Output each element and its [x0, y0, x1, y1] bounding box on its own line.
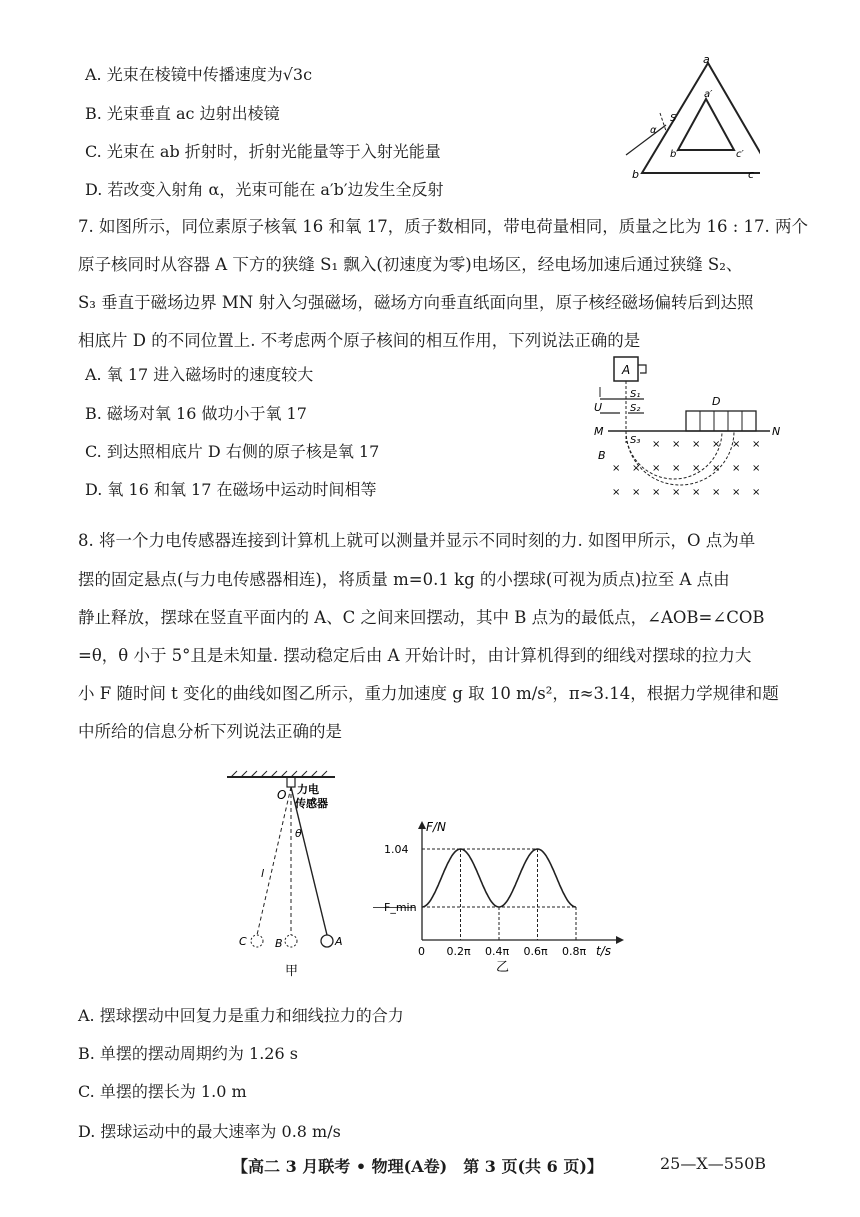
- label-a: a: [703, 55, 710, 66]
- y-tick-label: F_min: [384, 901, 417, 914]
- field-x-mark: ×: [692, 463, 701, 474]
- q7-line-2: 原子核同时从容器 A 下方的狭缝 S₁ 飘入(初速度为零)电场区，经电场加速后通过狭缝 S₂、: [78, 255, 743, 274]
- force-time-chart: [360, 815, 630, 985]
- x-tick-label: 0.2π: [446, 945, 471, 958]
- label-b: b: [632, 168, 639, 181]
- string-c: [257, 787, 291, 935]
- label-s1: S₁: [630, 389, 641, 400]
- field-x-mark: ×: [712, 487, 721, 498]
- field-x-mark: ×: [732, 439, 741, 450]
- label-b-field: B: [598, 449, 606, 462]
- label-a-prime: a′: [704, 89, 713, 100]
- film-d: [686, 411, 756, 431]
- q8-line-2: 摆的固定悬点(与力电传感器相连)，将质量 m=0.1 kg 的小摆球(可视为质点)拉至 A 点由: [78, 570, 730, 589]
- y-axis-label: F/N: [426, 820, 446, 834]
- field-x-mark: ×: [652, 487, 661, 498]
- field-x-mark: ×: [692, 487, 701, 498]
- label-theta: θ: [295, 827, 302, 840]
- label-b-prime: b′: [670, 149, 679, 160]
- mass-spectrometer-figure: [590, 355, 790, 503]
- q7-line-3: S₃ 垂直于磁场边界 MN 射入匀强磁场，磁场方向垂直纸面向里，原子核经磁场偏转后到达照: [78, 293, 754, 312]
- q6-option-b: B. 光束垂直 ac 边射出棱镜: [85, 104, 280, 123]
- q7-option-d: D. 氧 16 和氧 17 在磁场中运动时间相等: [85, 480, 377, 499]
- field-x-mark: ×: [612, 463, 621, 474]
- q7-line-1: 7. 如图所示，同位素原子核氧 16 和氧 17，质子数相同，带电荷量相同，质量之比为 16 : 17. 两个: [78, 217, 808, 236]
- x-axis-arrow: [616, 936, 624, 944]
- q8-line-5: 小 F 随时间 t 变化的曲线如图乙所示，重力加速度 g 取 10 m/s²，π≈3.14，根据力学规律和题: [78, 684, 779, 703]
- field-x-mark: ×: [712, 439, 721, 450]
- sensor-box: [287, 777, 295, 787]
- label-b: B: [275, 937, 283, 950]
- label-s: S: [670, 113, 677, 124]
- q8-line-1: 8. 将一个力电传感器连接到计算机上就可以测量并显示不同时刻的力. 如图甲所示，O 点为单: [78, 531, 756, 550]
- q6-option-a: A. 光束在棱镜中传播速度为√3c: [85, 65, 313, 84]
- field-x-mark: ×: [672, 487, 681, 498]
- chart-marks: [384, 843, 586, 958]
- label-sensor-1: 力电: [297, 783, 319, 796]
- incident-ray: [626, 125, 666, 155]
- field-x-mark: ×: [692, 439, 701, 450]
- inner-triangle: [678, 99, 734, 150]
- q7-line-4: 相底片 D 的不同位置上. 不考虑两个原子核间的相互作用，下列说法正确的是: [78, 331, 641, 350]
- x-tick-label: 0: [418, 945, 425, 958]
- q7-option-b: B. 磁场对氧 16 做功小于氧 17: [85, 404, 307, 423]
- label-c-prime: c′: [736, 149, 744, 160]
- prism-figure: [620, 55, 760, 185]
- field-x-mark: ×: [612, 487, 621, 498]
- pendulum-figure: [225, 765, 365, 985]
- label-m: M: [594, 425, 604, 438]
- field-x-mark: ×: [652, 463, 661, 474]
- field-x-mark: ×: [752, 439, 761, 450]
- label-s3: S₃: [630, 435, 641, 446]
- q8-line-3: 静止释放，摆球在竖直平面内的 A、C 之间来回摆动，其中 B 点为的最低点，∠AOB=∠COB: [78, 608, 765, 627]
- field-x-mark: ×: [712, 463, 721, 474]
- label-sensor-2: 传感器: [295, 797, 328, 810]
- q7-option-c: C. 到达照相底片 D 右侧的原子核是氧 17: [85, 442, 380, 461]
- ball-b: [285, 935, 297, 947]
- q8-line-6: 中所给的信息分析下列说法正确的是: [78, 722, 342, 741]
- field-x-mark: ×: [732, 463, 741, 474]
- field-x-mark: ×: [672, 463, 681, 474]
- field-x-mark: ×: [732, 487, 741, 498]
- ball-a: [321, 935, 333, 947]
- label-o: O: [277, 788, 287, 802]
- q6-option-c: C. 光束在 ab 折射时，折射光能量等于入射光能量: [85, 142, 441, 161]
- y-tick-label: 1.04: [384, 843, 409, 856]
- y-axis-arrow: [418, 821, 426, 829]
- label-a: A: [335, 935, 343, 948]
- label-alpha: α: [650, 125, 657, 136]
- label-c: c: [748, 168, 755, 181]
- q8-option-c: C. 单摆的摆长为 1.0 m: [78, 1082, 247, 1101]
- label-d: D: [712, 395, 721, 408]
- magnetic-field-marks: [612, 439, 760, 498]
- q8-option-a: A. 摆球摆动中回复力是重力和细线拉力的合力: [78, 1006, 404, 1025]
- label-n: N: [772, 425, 781, 438]
- caption-yi: 乙: [496, 960, 510, 975]
- q6-option-d: D. 若改变入射角 α，光束可能在 a′b′边发生全反射: [85, 180, 444, 199]
- q8-line-4: =θ，θ 小于 5°且是未知量. 摆动稳定后由 A 开始计时，由计算机得到的细线对摆球的拉力大: [78, 646, 752, 665]
- x-tick-label: 0.6π: [523, 945, 548, 958]
- label-c: C: [239, 935, 247, 948]
- x-tick-label: 0.8π: [562, 945, 587, 958]
- q8-option-d: D. 摆球运动中的最大速率为 0.8 m/s: [78, 1122, 341, 1141]
- footer-code: 25—X—550B: [660, 1154, 767, 1173]
- field-x-mark: ×: [752, 487, 761, 498]
- field-x-mark: ×: [632, 487, 641, 498]
- ball-c: [251, 935, 263, 947]
- caption-jia: 甲: [285, 964, 299, 979]
- x-axis-label: t/s: [596, 944, 611, 958]
- footer-title: 【高二 3 月联考 • 物理(A卷) 第 3 页(共 6 页)】: [232, 1157, 603, 1176]
- label-s2: S₂: [630, 403, 641, 414]
- x-tick-label: 0.4π: [485, 945, 510, 958]
- force-curve: [422, 849, 576, 907]
- q8-option-b: B. 单摆的摆动周期约为 1.26 s: [78, 1044, 298, 1063]
- label-container-a: A: [622, 363, 631, 377]
- label-u: U: [594, 401, 603, 414]
- label-l: l: [261, 867, 265, 880]
- q7-option-a: A. 氧 17 进入磁场时的速度较大: [85, 365, 314, 384]
- field-x-mark: ×: [652, 439, 661, 450]
- field-x-mark: ×: [632, 463, 641, 474]
- field-x-mark: ×: [752, 463, 761, 474]
- field-x-mark: ×: [672, 439, 681, 450]
